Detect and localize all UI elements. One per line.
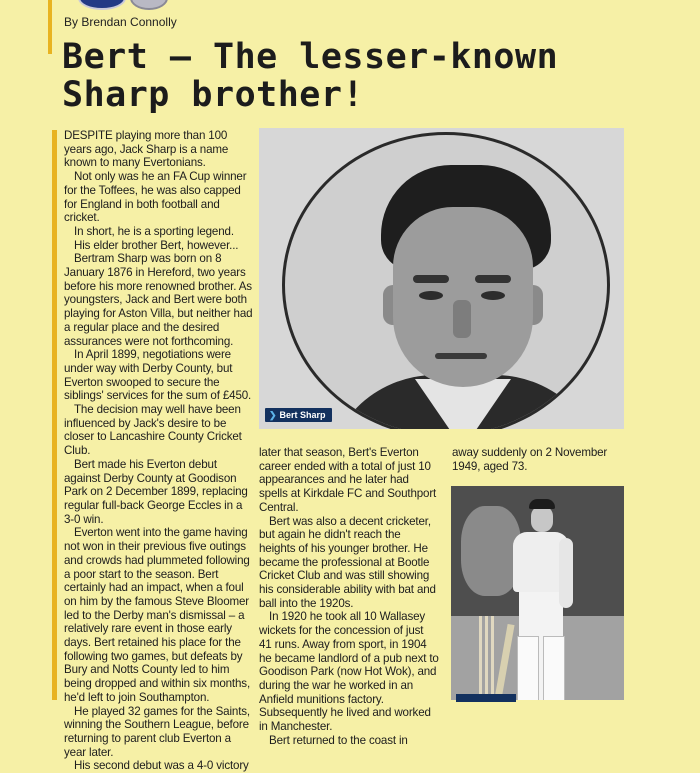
paragraph: Bert made his Everton debut against Derby County at Goodison Park on 2 December 1899, replacing regular full-back George Eccles in a 3-0 win. (64, 457, 248, 526)
paragraph: away suddenly on 2 November 1949, aged 73. (452, 446, 608, 473)
paragraph: His second debut was a 4-0 victory (74, 759, 249, 773)
article-column-2 (259, 446, 439, 747)
cricket-photo (451, 486, 624, 700)
portrait-oval-frame (279, 132, 610, 429)
chevron-right-icon: ❯ (269, 410, 277, 420)
cricket-photo-caption-tab (456, 694, 516, 702)
article-column-3 (452, 446, 630, 473)
paragraph: In 1920 he took all 10 Wallasey wickets for the concession of just 41 runs. Away from sport, in 1904 he became landlord of a pub next to Goodison Park (now Hot Wok), and during the war he worked in an Anfield munitions factory. Subsequently he lived and worked in Manchester. (259, 610, 439, 734)
paragraph: Bert returned to the coast in (269, 733, 408, 747)
paragraph: His elder brother Bert, however... (74, 238, 239, 252)
paragraph: Bert was also a decent cricketer, but again he didn't reach the heights of his younger brother. He became the professional at Bootle Cricket Club and was still showing his considerable ability with bat and ball into the 1920s. (259, 514, 436, 610)
photo-caption (265, 408, 332, 422)
everton-badge-icon (78, 0, 126, 10)
column-accent-bar (52, 130, 57, 700)
paragraph: He played 32 games for the Saints, winning the Southern League, before returning to parent club Everton a year later. (64, 704, 250, 759)
article-column-1 (64, 129, 254, 773)
bert-sharp-portrait-photo (259, 128, 624, 429)
paragraph: Everton went into the game having not won in their previous five outings and crowds had plummeted following a poor start to the season. Bert certainly had an impact, when a foul on him by the famous Steve Bloomer led to the Derby man's dismissal – a relatively rare event in those early days. Bert retained his place for the following two games, but defeats by Bury and Notts County led to him being dropped and within six months, he'd left to join Southampton. (64, 526, 251, 704)
paragraph: Bertram Sharp was born on 8 January 1876 in Hereford, two years before his more renowned brother. As youngsters, Jack and Bert were both playing for Aston Villa, but neither had a regular place and the desired assurances were not forthcoming. (64, 252, 253, 348)
paragraph: Not only was he an FA Cup winner for the Toffees, he was also capped for England in both football and cricket. (64, 170, 247, 225)
headline-line-1: Bert – The lesser-known (62, 37, 559, 77)
photo-caption-text: Bert Sharp (279, 410, 326, 420)
paragraph: In short, he is a sporting legend. (74, 224, 234, 238)
paragraph: In April 1899, negotiations were under way with Derby County, but Everton swooped to secure the siblings' services for the sum of £450. (64, 348, 252, 403)
club-crest-icon (130, 0, 168, 10)
headline (62, 38, 682, 114)
paragraph: The decision may well have been influenced by Jack's desire to be closer to Lancashire County Cricket Club. (64, 403, 242, 458)
paragraph: later that season, Bert's Everton career ended with a total of just 10 appearances and he later had spells at Kirkdale FC and Southport Central. (259, 446, 437, 514)
top-accent-rule (48, 0, 52, 54)
paragraph: DESPITE playing more than 100 years ago, Jack Sharp is a name known to many Evertonians. (64, 129, 229, 170)
byline: By Brendan Connolly (64, 15, 177, 29)
headline-line-2: Sharp brother! (62, 75, 365, 115)
